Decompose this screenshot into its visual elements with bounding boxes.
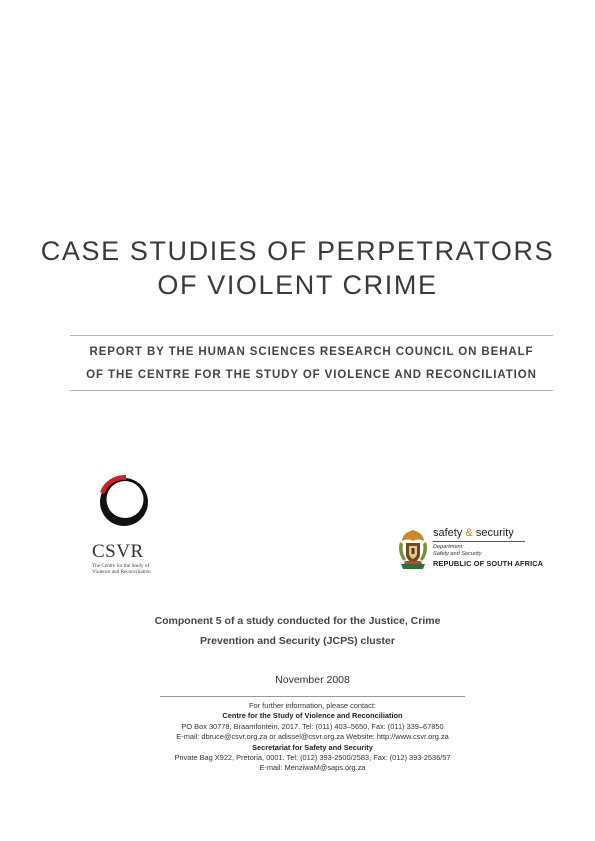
contact-org2-name: Secretariat for Safety and Security [252,742,373,752]
saps-dept-line-2: Safety and Security [433,550,482,557]
csvr-tagline [92,563,164,575]
saps-brand-part-1: safety [433,527,463,539]
contact-org2-address: Private Bag X922, Pretoria, 0001. Tel: (012) 393-2500/2583, Fax: (012) 393-2536/57 [174,753,451,763]
subtitle-bottom-rule [70,390,553,391]
saps-brand-part-2: security [475,527,514,539]
subtitle-line-2: OF THE CENTRE FOR THE STUDY OF VIOLENCE AND RECONCILIATION [86,369,537,381]
subtitle-top-rule [70,335,553,336]
report-title [0,234,595,302]
component-line-1: Component 5 of a study conducted for the Justice, Crime [154,615,441,627]
contact-org1-email: E-mail: dbruce@csvr.org.za or adissel@csvr.org.za Website: http://www.csvr.org.za [176,732,449,742]
csvr-name: CSVR [92,541,144,562]
contact-intro: For further information, please contact: [249,701,376,710]
csvr-tagline-line-2: Violence and Reconciliation [92,569,151,575]
publication-date: November 2008 [275,674,350,686]
saps-logo [433,526,563,568]
title-line-2: OF VIOLENT CRIME [157,270,438,300]
component-line-2: Prevention and Security (JCPS) cluster [200,635,395,647]
csvr-tagline-line-1: The Centre for the Study of [92,563,150,569]
south-africa-coat-of-arms-icon [396,528,430,572]
title-line-1: CASE STUDIES OF PERPETRATORS [40,236,555,266]
saps-brand [433,526,563,540]
contact-org1-name: Centre for the Study of Violence and Reconciliation [222,711,403,721]
component-description [70,611,525,651]
subtitle-line-1: REPORT BY THE HUMAN SCIENCES RESEARCH COUNCIL ON BEHALF [89,346,534,358]
saps-brand-ampersand: & [465,527,473,539]
saps-brand-underline [433,541,525,542]
contact-block [130,701,495,774]
saps-dept-line-1: Department: [433,544,464,550]
contact-org1-address: PO Box 30778, Braamfontein, 2017. Tel: (011) 403–5650, Fax: (011) 339–67850 [181,721,444,731]
report-subtitle [70,341,553,387]
contact-org2-email: E-mail: MenziwaM@saps.org.za [259,763,366,773]
contact-rule [160,696,465,697]
saps-country: REPUBLIC OF SOUTH AFRICA [433,559,544,568]
